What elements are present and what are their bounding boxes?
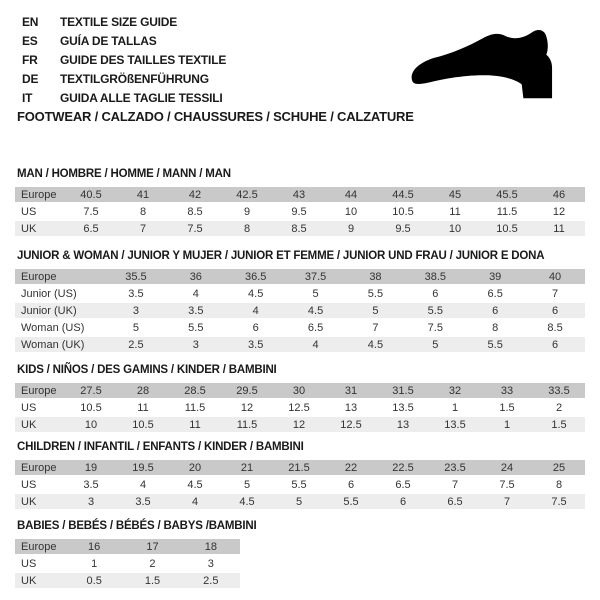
size-cell: 41 xyxy=(136,188,150,201)
size-cell: 22 xyxy=(344,461,358,474)
size-cell: 1.5 xyxy=(144,574,161,587)
size-cell: 9 xyxy=(347,222,355,235)
size-cell: 12.5 xyxy=(288,401,310,414)
row-label: Europe xyxy=(21,461,57,474)
size-cell: 10 xyxy=(448,222,462,235)
row-label: UK xyxy=(21,495,37,508)
size-cell: 5 xyxy=(243,478,251,491)
size-cell: 0.5 xyxy=(86,574,102,587)
size-cell: 12 xyxy=(240,401,254,414)
size-cell: 44.5 xyxy=(392,188,414,201)
size-cell: 6.5 xyxy=(83,222,99,235)
table-title-kids: KIDS / NIÑOS / DES GAMINS / KINDER / BAMBINI xyxy=(17,364,277,376)
size-cell: 1.5 xyxy=(499,401,515,414)
size-cell: 45 xyxy=(448,188,462,201)
table-row xyxy=(15,204,585,219)
size-cell: 23.5 xyxy=(444,461,466,474)
size-cell: 12 xyxy=(552,205,566,218)
size-cell: 21 xyxy=(240,461,254,474)
size-cell: 4 xyxy=(191,495,199,508)
size-cell: 5.5 xyxy=(487,338,503,351)
size-cell: 33 xyxy=(500,384,514,397)
size-cell: 13 xyxy=(396,418,410,431)
row-label: US xyxy=(21,557,37,570)
size-cell: 3.5 xyxy=(128,287,144,300)
table-row xyxy=(15,556,240,571)
language-row xyxy=(22,89,226,108)
section-babies xyxy=(15,520,256,590)
size-cell: 4 xyxy=(139,478,147,491)
language-row xyxy=(22,13,226,32)
size-cell: 8.5 xyxy=(547,321,563,334)
size-cell: 4.5 xyxy=(187,478,203,491)
size-cell: 11 xyxy=(553,222,565,235)
size-cell: 42 xyxy=(188,188,202,201)
language-row xyxy=(22,32,226,51)
size-cell: 38.5 xyxy=(424,270,447,283)
size-cell: 46 xyxy=(552,188,566,201)
size-cell: 36 xyxy=(189,270,202,283)
size-cell: 4 xyxy=(312,338,319,351)
size-cell: 3.5 xyxy=(188,304,204,317)
size-cell: 10 xyxy=(344,205,358,218)
size-cell: 10.5 xyxy=(80,401,102,414)
guide-title: GUIDE DES TAILLES TEXTILE xyxy=(60,53,227,67)
size-cell: 4 xyxy=(252,304,259,317)
size-table-kids xyxy=(15,381,585,434)
table-row xyxy=(15,187,585,202)
size-cell: 12.5 xyxy=(340,418,362,431)
size-cell: 19.5 xyxy=(132,461,154,474)
size-cell: 2.5 xyxy=(203,574,219,587)
size-cell: 22.5 xyxy=(392,461,414,474)
size-cell: 6 xyxy=(252,321,259,334)
size-table-man xyxy=(15,185,585,238)
size-table-junior-woman xyxy=(15,267,585,354)
size-cell: 3 xyxy=(87,495,95,508)
row-label: US xyxy=(21,478,37,491)
row-label: Woman (UK) xyxy=(21,338,85,351)
size-cell: 1 xyxy=(451,401,459,414)
size-cell: 28.5 xyxy=(184,384,206,397)
size-cell: 3 xyxy=(132,304,139,317)
size-cell: 6.5 xyxy=(447,495,463,508)
size-cell: 4 xyxy=(192,287,199,300)
row-label: Europe xyxy=(21,188,57,201)
size-cell: 6 xyxy=(552,304,559,317)
size-cell: 3 xyxy=(192,338,199,351)
language-row xyxy=(22,51,226,70)
size-cell: 40.5 xyxy=(80,188,102,201)
size-cell: 40 xyxy=(548,270,562,283)
size-cell: 7.5 xyxy=(499,478,515,491)
row-label: UK xyxy=(21,418,37,431)
section-kids xyxy=(15,364,585,434)
guide-title: GUIDA ALLE TAGLIE TESSILI xyxy=(60,91,223,105)
size-cell: 24 xyxy=(500,461,514,474)
table-title-man: MAN / HOMBRE / HOMME / MANN / MAN xyxy=(17,168,231,180)
size-cell: 13 xyxy=(344,401,358,414)
size-cell: 36.5 xyxy=(244,270,267,283)
guide-title: TEXTILGRÖßENFÜHRUNG xyxy=(60,72,209,86)
row-label: US xyxy=(21,401,37,414)
size-cell: 28 xyxy=(136,384,150,397)
table-title-junior-woman: JUNIOR & WOMAN / JUNIOR Y MUJER / JUNIOR ET FEMME / JUNIOR UND FRAU / JUNIOR E DONA xyxy=(17,250,545,262)
size-cell: 7 xyxy=(451,478,459,491)
size-table-children xyxy=(15,458,585,511)
size-cell: 8.5 xyxy=(187,205,203,218)
size-cell: 8 xyxy=(243,222,251,235)
size-cell: 25 xyxy=(552,461,566,474)
size-cell: 6.5 xyxy=(395,478,411,491)
size-cell: 11.5 xyxy=(496,205,518,218)
size-cell: 3 xyxy=(207,557,214,570)
size-cell: 21.5 xyxy=(288,461,310,474)
row-label: Junior (UK) xyxy=(21,304,77,317)
size-cell: 3.5 xyxy=(248,338,264,351)
dress-shoe-icon xyxy=(390,22,578,104)
size-cell: 5 xyxy=(132,321,139,334)
size-cell: 42.5 xyxy=(236,188,258,201)
table-row xyxy=(15,539,240,554)
language-title-list xyxy=(22,13,226,108)
row-label: Europe xyxy=(21,540,57,553)
size-cell: 5 xyxy=(295,495,303,508)
table-row xyxy=(15,573,240,588)
size-cell: 6 xyxy=(492,304,499,317)
size-cell: 10.5 xyxy=(496,222,518,235)
size-cell: 8 xyxy=(492,321,499,334)
size-cell: 11.5 xyxy=(184,401,206,414)
size-cell: 13.5 xyxy=(444,418,466,431)
size-cell: 5.5 xyxy=(343,495,359,508)
table-row xyxy=(15,286,585,301)
size-cell: 7.5 xyxy=(187,222,203,235)
size-cell: 6 xyxy=(399,495,407,508)
size-cell: 20 xyxy=(188,461,202,474)
size-cell: 6 xyxy=(347,478,355,491)
size-cell: 5 xyxy=(432,338,439,351)
size-cell: 10.5 xyxy=(132,418,154,431)
size-cell: 16 xyxy=(88,540,101,553)
size-cell: 6 xyxy=(432,287,439,300)
language-code: DE xyxy=(22,72,39,86)
language-code: EN xyxy=(22,15,39,29)
size-cell: 4.5 xyxy=(367,338,384,351)
size-cell: 17 xyxy=(146,540,159,553)
row-label: Woman (US) xyxy=(21,321,85,334)
size-cell: 1 xyxy=(91,557,98,570)
footwear-heading: FOOTWEAR / CALZADO / CHAUSSURES / SCHUHE / CALZATURE xyxy=(17,109,414,124)
size-cell: 5.5 xyxy=(367,287,384,300)
size-cell: 5.5 xyxy=(427,304,443,317)
size-cell: 7.5 xyxy=(551,495,567,508)
size-cell: 27.5 xyxy=(80,384,102,397)
table-title-babies: BABIES / BEBÉS / BÉBÉS / BABYS /BAMBINI xyxy=(17,520,257,532)
size-cell: 11 xyxy=(189,418,201,431)
row-label: UK xyxy=(21,222,37,235)
language-code: FR xyxy=(22,53,38,67)
size-cell: 5 xyxy=(372,304,379,317)
table-row xyxy=(15,303,585,318)
size-cell: 31.5 xyxy=(392,384,414,397)
section-children xyxy=(15,441,585,511)
size-cell: 1.5 xyxy=(551,418,567,431)
size-cell: 31 xyxy=(344,384,358,397)
table-row xyxy=(15,337,585,352)
size-cell: 7.5 xyxy=(427,321,443,334)
size-cell: 32 xyxy=(448,384,462,397)
language-row xyxy=(22,70,226,89)
size-cell: 4.5 xyxy=(248,287,264,300)
size-cell: 7 xyxy=(503,495,511,508)
size-cell: 7 xyxy=(552,287,559,300)
size-cell: 5 xyxy=(312,287,319,300)
size-cell: 45.5 xyxy=(496,188,518,201)
size-cell: 6 xyxy=(552,338,559,351)
size-cell: 29.5 xyxy=(236,384,258,397)
section-junior-woman xyxy=(15,250,585,354)
size-cell: 1 xyxy=(503,418,511,431)
size-cell: 4.5 xyxy=(307,304,324,317)
language-code: ES xyxy=(22,34,38,48)
size-cell: 6.5 xyxy=(487,287,503,300)
table-row xyxy=(15,400,585,415)
table-row xyxy=(15,417,585,432)
size-cell: 3.5 xyxy=(135,495,151,508)
table-row xyxy=(15,494,585,509)
size-cell: 35.5 xyxy=(125,270,147,283)
size-cell: 13.5 xyxy=(392,401,414,414)
size-cell: 33.5 xyxy=(548,384,570,397)
size-cell: 38 xyxy=(369,270,382,283)
guide-title: TEXTILE SIZE GUIDE xyxy=(60,15,178,29)
size-cell: 5.5 xyxy=(291,478,307,491)
size-cell: 9.5 xyxy=(291,205,307,218)
row-label: Europe xyxy=(21,384,57,397)
row-label: Europe xyxy=(21,270,57,283)
size-cell: 11 xyxy=(449,205,461,218)
size-cell: 9.5 xyxy=(395,222,411,235)
size-cell: 7 xyxy=(139,222,147,235)
table-row xyxy=(15,221,585,236)
table-title-children: CHILDREN / INFANTIL / ENFANTS / KINDER / BAMBINI xyxy=(17,441,304,453)
size-cell: 7.5 xyxy=(83,205,99,218)
size-cell: 39 xyxy=(489,270,502,283)
size-cell: 11.5 xyxy=(236,418,258,431)
size-cell: 2.5 xyxy=(128,338,144,351)
size-cell: 6.5 xyxy=(307,321,324,334)
size-cell: 10 xyxy=(84,418,98,431)
size-cell: 5.5 xyxy=(188,321,204,334)
size-cell: 11 xyxy=(137,401,149,414)
size-cell: 37.5 xyxy=(304,270,327,283)
size-cell: 10.5 xyxy=(392,205,414,218)
size-cell: 8.5 xyxy=(291,222,307,235)
table-row xyxy=(15,383,585,398)
size-cell: 9 xyxy=(243,205,251,218)
table-row xyxy=(15,477,585,492)
size-cell: 4.5 xyxy=(239,495,255,508)
size-cell: 44 xyxy=(344,188,358,201)
table-row xyxy=(15,460,585,475)
size-cell: 2 xyxy=(149,557,156,570)
table-row xyxy=(15,320,585,335)
size-cell: 8 xyxy=(139,205,147,218)
row-label: Junior (US) xyxy=(21,287,77,300)
table-row xyxy=(15,269,585,284)
size-cell: 30 xyxy=(292,384,306,397)
size-cell: 18 xyxy=(204,540,217,553)
size-cell: 19 xyxy=(84,461,98,474)
size-cell: 8 xyxy=(555,478,563,491)
size-cell: 7 xyxy=(372,321,379,334)
size-cell: 3.5 xyxy=(83,478,99,491)
size-table-babies xyxy=(15,537,240,590)
guide-title: GUÍA DE TALLAS xyxy=(60,34,157,48)
size-cell: 2 xyxy=(555,401,563,414)
size-cell: 12 xyxy=(292,418,306,431)
row-label: UK xyxy=(21,574,37,587)
section-man xyxy=(15,168,585,238)
language-code: IT xyxy=(22,91,33,105)
size-cell: 43 xyxy=(292,188,306,201)
row-label: US xyxy=(21,205,37,218)
